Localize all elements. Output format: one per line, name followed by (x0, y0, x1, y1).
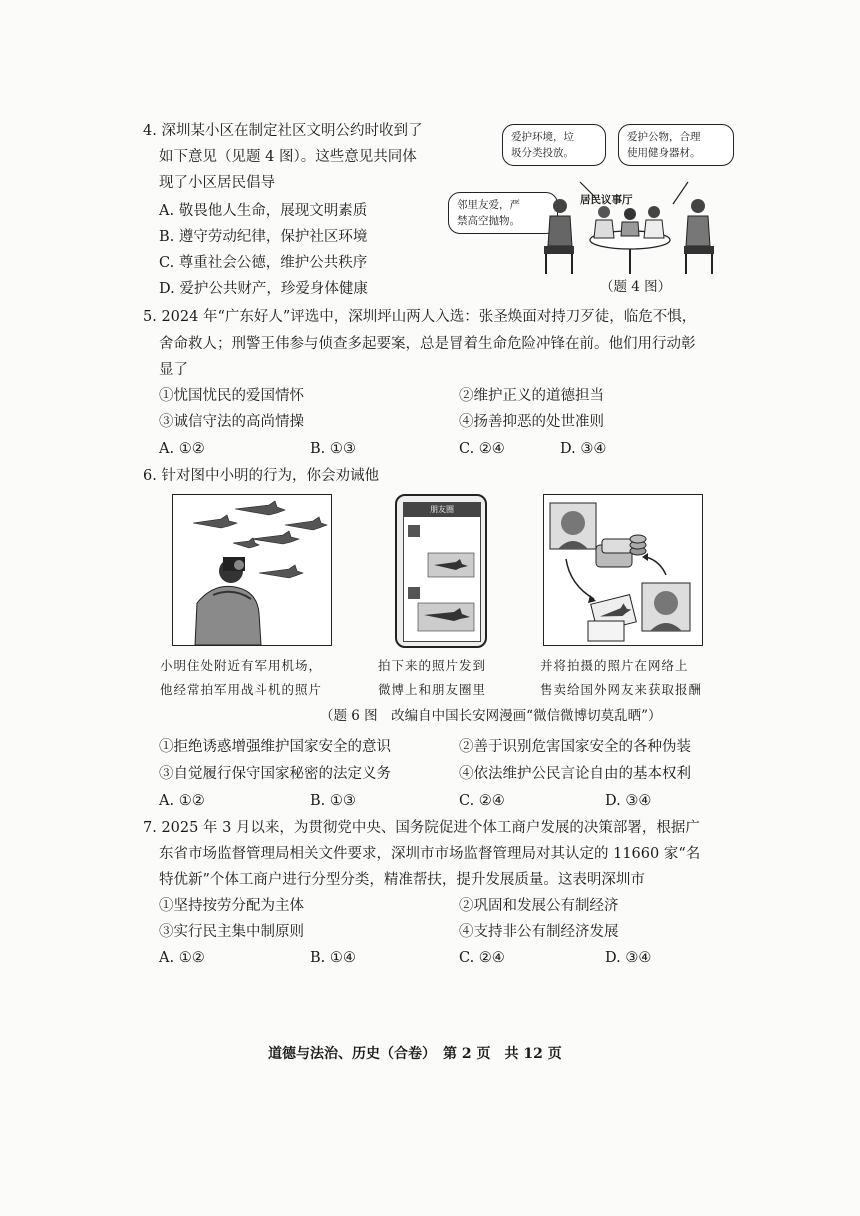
q4-option-b: B. 遵守劳动纪律，保护社区环境 (159, 229, 368, 245)
q6-item-1: ①拒绝诱惑增强维护国家安全的意识 (159, 739, 391, 755)
q6-panel3-illustration (544, 495, 702, 645)
q6-phone-title: 朋友圈 (404, 503, 480, 517)
q6-item-2: ②善于识别危害国家安全的各种伪装 (459, 739, 691, 755)
q7-choice-b: B. ①④ (310, 950, 356, 966)
q4-meeting-illustration (538, 176, 718, 276)
q7-item-3: ③实行民主集中制原则 (159, 924, 304, 940)
q6-panel2-caption-line2: 微博上和朋友圈里 (378, 682, 487, 697)
q6-choice-c: C. ②④ (459, 793, 505, 809)
q5-item-1: ①忧国忧民的爱国情怀 (159, 388, 304, 404)
q7-stem-line3: 特优新”个体工商户进行分型分类，精准帮扶，提升发展质量。这表明深圳市 (159, 872, 645, 888)
q5-stem-line1: 5. 2024 年“广东好人”评选中，深圳坪山两人入选：张圣焕面对持刀歹徒，临危不惧， (143, 309, 697, 325)
q4-option-c: C. 尊重社会公德，维护公共秩序 (159, 255, 368, 271)
q7-item-4: ④支持非公有制经济发展 (459, 924, 619, 940)
q6-panel2-caption-line1: 拍下来的照片发到 (378, 658, 487, 673)
q5-item-3: ③诚信守法的高尚情操 (159, 414, 304, 430)
q4-bubble1-line1: 爱护环境，垃 (511, 131, 574, 143)
q5-choice-c: C. ②④ (459, 441, 505, 457)
q6-panel3-caption-line1: 并将拍摄的照片在网络上 (540, 658, 689, 673)
q7-stem-line2: 东省市场监督管理局相关文件要求，深圳市市场监督管理局对其认定的 11660 家“名 (159, 846, 701, 862)
q4-figure-caption: （题 4 图） (600, 279, 672, 295)
q5-choice-a: A. ①② (159, 441, 205, 457)
q4-stem-line2: 如下意见（见题 4 图）。这些意见共同体 (159, 149, 417, 165)
q4-sign: 居民议事厅 (580, 194, 633, 206)
q6-choice-a: A. ①② (159, 793, 205, 809)
q5-choice-b: B. ①③ (310, 441, 356, 457)
q5-stem-line2: 舍命救人；刑警王伟参与侦查多起要案，总是冒着生命危险冲锋在前。他们用行动彰 (159, 336, 696, 352)
q6-item-3: ③自觉履行保守国家秘密的法定义务 (159, 766, 391, 782)
q4-stem-line1: 4. 深圳某小区在制定社区文明公约时收到了 (143, 123, 423, 139)
q7-choice-d: D. ③④ (605, 950, 652, 966)
q4-bubble3-line1: 邻里友爱，严 (457, 199, 520, 211)
q7-choice-c: C. ②④ (459, 950, 505, 966)
q4-option-d: D. 爱护公共财产，珍爱身体健康 (159, 281, 368, 297)
q6-panel-2-phone (395, 494, 487, 648)
q6-stem: 6. 针对图中小明的行为，你会劝诫他 (143, 468, 379, 484)
q6-panel1-caption-line1: 小明住处附近有军用机场， (160, 658, 323, 673)
q5-choice-d: D. ③④ (560, 441, 607, 457)
q4-speech-bubble-2 (618, 124, 734, 166)
q7-item-2: ②巩固和发展公有制经济 (459, 898, 619, 914)
q6-choice-b: B. ①③ (310, 793, 356, 809)
q6-panel1-caption-line2: 他经常拍军用战斗机的照片 (160, 682, 323, 697)
q5-item-2: ②维护正义的道德担当 (459, 388, 604, 404)
q4-figure (448, 118, 728, 298)
q4-stem-line3: 现了小区居民倡导 (159, 175, 275, 191)
q5-stem-line3: 显了 (159, 362, 188, 378)
q6-figure-caption: （题 6 图 改编自中国长安网漫画“微信微博切莫乱晒”） (320, 708, 662, 724)
q6-item-4: ④依法维护公民言论自由的基本权利 (459, 766, 691, 782)
q7-choice-a: A. ①② (159, 950, 205, 966)
q5-item-4: ④扬善抑恶的处世准则 (459, 414, 604, 430)
q4-bubble2-line1: 爱护公物，合理 (627, 131, 701, 143)
q6-phone-screen (403, 502, 481, 642)
q7-item-1: ①坚持按劳分配为主体 (159, 898, 304, 914)
q4-bubble3-line2: 禁高空抛物。 (457, 215, 520, 227)
q7-stem-line1: 7. 2025 年 3 月以来，为贯彻党中央、国务院促进个体工商户发展的决策部署，根据广 (143, 820, 700, 836)
q6-panel1-illustration (173, 495, 331, 645)
q6-panel3-caption-line2: 售卖给国外网友来获取报酬 (540, 682, 703, 697)
q4-option-a: A. 敬畏他人生命，展现文明素质 (159, 203, 368, 219)
q6-panel-3 (543, 494, 703, 646)
page-footer: 道德与法治、历史（合卷） 第 2 页 共 12 页 (268, 1046, 562, 1062)
q4-bubble2-line2: 使用健身器材。 (627, 147, 701, 159)
q4-bubble1-line2: 圾分类投放。 (511, 147, 574, 159)
q6-choice-d: D. ③④ (605, 793, 652, 809)
q4-speech-bubble-1 (502, 124, 606, 166)
q6-phone-feed-illustration (404, 517, 480, 639)
q6-panel-1 (172, 494, 332, 646)
